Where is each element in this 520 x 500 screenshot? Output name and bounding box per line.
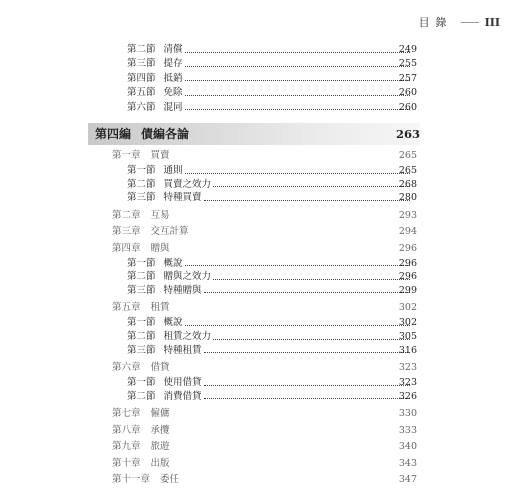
dot-leader [185,66,410,67]
dot-leader [204,200,410,201]
dot-leader [185,95,410,96]
section-page: 302 [398,317,417,329]
toc-chapter-entry [0,149,520,163]
section-title: 特種贈與 [163,284,202,296]
header-rule [461,22,479,23]
dot-leader [213,339,410,340]
section-label: 第一節 [127,257,156,269]
section-title: 提存 [163,58,183,70]
section-label: 第一節 [127,317,156,329]
chapter-title: 交互計算 [150,226,189,238]
header-title: 目錄 [418,16,453,29]
chapter-page: 323 [398,362,417,374]
chapter-title: 買賣 [150,150,170,161]
chapter-page: 294 [398,226,417,238]
dot-leader [213,279,410,280]
chapter-page: 333 [398,424,417,436]
dot-leader [185,80,410,81]
section-title: 抵銷 [163,72,183,84]
section-page: 268 [398,178,417,190]
toc-section-entry [0,330,520,344]
section-page: 260 [398,101,417,113]
section-label: 第二節 [127,390,156,402]
toc-section-entry [0,72,520,86]
section-title: 免除 [163,87,183,99]
toc-section-entry [0,316,520,330]
dot-leader [185,265,410,266]
section-label: 第二節 [127,178,156,190]
toc-section-entry [0,57,520,71]
chapter-page: 347 [398,474,417,485]
section-label: 第四節 [127,72,156,84]
toc-chapter-entry [0,242,520,256]
chapter-title: 旅遊 [150,441,170,453]
section-page: 323 [398,377,417,389]
chapter-title: 僱傭 [150,408,170,420]
chapter-title: 委任 [160,474,180,485]
chapter-label: 第六章 [112,362,141,374]
toc-section-entry [0,270,520,284]
section-label: 第二節 [127,331,156,342]
chapter-page: 330 [398,408,417,420]
section-label: 第三節 [127,192,156,204]
section-label: 第五節 [127,87,156,99]
chapter-label: 第二章 [112,209,141,221]
dot-leader [204,398,410,399]
toc-section-entry [0,178,520,192]
toc-chapter-entry [0,225,520,239]
toc-chapter-entry [0,407,520,421]
toc-section-entry [0,257,520,271]
chapter-label: 第三章 [112,226,141,238]
section-page: 260 [398,87,417,99]
chapter-label: 第十一章 [112,474,151,485]
chapter-page: 343 [398,457,417,469]
section-title: 使用借貸 [163,377,202,389]
toc-section-entry [0,390,520,404]
dot-leader [185,109,410,110]
chapter-label: 第四章 [112,242,141,254]
section-page: 305 [398,331,417,342]
section-page: 265 [398,165,417,176]
part-label: 第四編 [95,127,132,141]
section-label: 第三節 [127,344,156,356]
dot-leader [185,173,410,174]
section-title: 清償 [163,44,183,55]
section-page: 280 [398,192,417,204]
chapter-title: 出版 [150,457,170,469]
chapter-label: 第十章 [112,457,141,469]
section-page: 316 [398,344,417,356]
part-title: 債編各論 [141,127,190,141]
chapter-page: 340 [398,441,417,453]
section-title: 特種租賃 [163,344,202,356]
toc-section-entry [0,86,520,100]
part-heading [88,123,420,145]
section-page: 249 [398,44,417,55]
chapter-label: 第一章 [112,150,141,161]
section-label: 第一節 [127,165,156,176]
chapter-page: 302 [398,302,417,314]
section-title: 贈與之效力 [163,271,212,283]
dot-leader [185,325,410,326]
chapter-page: 265 [398,150,417,161]
toc-section-entry [0,164,520,178]
dot-leader [185,52,410,53]
part-page: 263 [395,127,420,141]
header-page-number: III [484,15,500,29]
chapter-title: 互易 [150,209,170,221]
section-title: 混同 [163,101,183,113]
dot-leader [213,186,410,187]
section-page: 257 [398,72,417,84]
toc-section-entry [0,191,520,205]
dot-leader [204,292,410,293]
toc-section-entry [0,101,520,115]
dot-leader [204,352,410,353]
section-title: 特種買賣 [163,192,202,204]
section-title: 概說 [163,257,183,269]
toc-section-entry [0,284,520,298]
toc-chapter-entry [0,301,520,315]
toc-chapter-entry [0,440,520,454]
chapter-title: 承攬 [150,424,170,436]
running-header [419,14,500,30]
section-label: 第一節 [127,377,156,389]
chapter-title: 借貸 [150,362,170,374]
chapter-title: 租賃 [150,302,170,314]
section-title: 消費借貸 [163,390,202,402]
dot-leader [204,385,410,386]
section-title: 租賃之效力 [163,331,212,342]
section-title: 買賣之效力 [163,178,212,190]
chapter-page: 296 [398,242,417,254]
toc-chapter-entry [0,473,520,487]
section-label: 第三節 [127,284,156,296]
section-page: 326 [398,390,417,402]
toc-chapter-entry [0,424,520,438]
section-title: 概說 [163,317,183,329]
section-title: 通則 [163,165,183,176]
toc-chapter-entry [0,361,520,375]
section-page: 296 [398,257,417,269]
chapter-page: 293 [398,209,417,221]
section-label: 第二節 [127,44,156,55]
toc-section-entry [0,43,520,57]
section-page: 299 [398,284,417,296]
chapter-label: 第五章 [112,302,141,314]
chapter-label: 第九章 [112,441,141,453]
toc-chapter-entry [0,457,520,471]
section-page: 296 [398,271,417,283]
toc-section-entry [0,344,520,358]
section-label: 第二節 [127,271,156,283]
toc-chapter-entry [0,209,520,223]
section-page: 255 [398,58,417,70]
section-label: 第六節 [127,101,156,113]
chapter-label: 第七章 [112,408,141,420]
chapter-title: 贈與 [150,242,170,254]
toc-section-entry [0,376,520,390]
section-label: 第三節 [127,58,156,70]
chapter-label: 第八章 [112,424,141,436]
